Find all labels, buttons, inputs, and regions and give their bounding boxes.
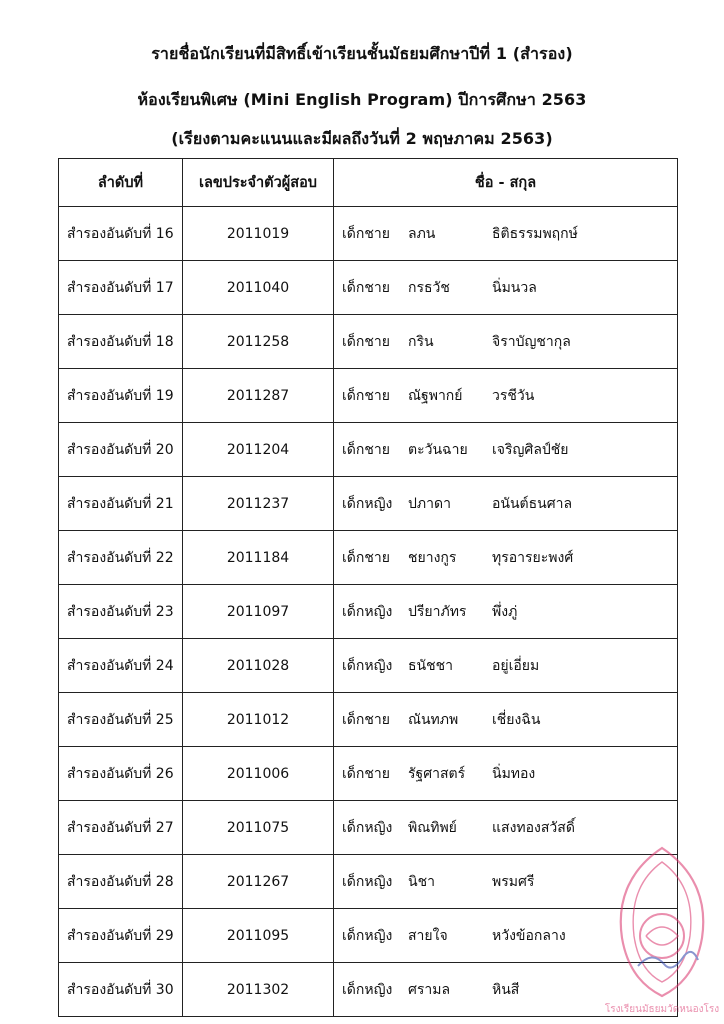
last-name: อนันต์ธนศาล — [492, 495, 573, 512]
table-header-row — [59, 159, 678, 207]
first-name: สายใจ — [408, 927, 448, 944]
document-title: รายชื่อนักเรียนที่มีสิทธิ์เข้าเรียนชั้นมัธยมศึกษาปีที่ 1 (สำรอง) — [151, 44, 573, 63]
last-name: อยู่เอี่ยม — [492, 657, 540, 674]
exam-id-cell: 2011267 — [183, 855, 334, 909]
first-name: นิชา — [408, 873, 435, 890]
exam-id-cell: 2011258 — [183, 315, 334, 369]
document-subtitle: ห้องเรียนพิเศษ (Mini English Program) ปีการศึกษา 2563 — [137, 90, 587, 109]
exam-id-cell: 2011012 — [183, 693, 334, 747]
first-name: ปรียาภัทร — [408, 603, 467, 620]
rank-cell: สำรองอันดับที่ 29 — [59, 909, 183, 963]
rank-cell: สำรองอันดับที่ 25 — [59, 693, 183, 747]
name-prefix: เด็กชาย — [342, 441, 390, 458]
exam-id-cell: 2011184 — [183, 531, 334, 585]
name-cell — [334, 693, 678, 747]
table-row — [59, 369, 678, 423]
rank-cell: สำรองอันดับที่ 26 — [59, 747, 183, 801]
first-name: รัฐศาสตร์ — [408, 765, 466, 782]
exam-id-cell: 2011095 — [183, 909, 334, 963]
last-name: เจริญศิลป์ชัย — [492, 441, 569, 458]
name-prefix: เด็กชาย — [342, 387, 390, 404]
first-name: ธนัชชา — [408, 657, 453, 674]
table-row — [59, 963, 678, 1017]
name-prefix: เด็กหญิง — [342, 657, 393, 674]
school-seal-icon — [602, 838, 722, 1018]
name-prefix: เด็กชาย — [342, 711, 390, 728]
exam-id-cell: 2011028 — [183, 639, 334, 693]
exam-id-cell: 2011097 — [183, 585, 334, 639]
rank-cell: สำรองอันดับที่ 21 — [59, 477, 183, 531]
rank-cell: สำรองอันดับที่ 28 — [59, 855, 183, 909]
last-name: แสงทองสวัสดิ์ — [492, 819, 575, 836]
rank-cell: สำรองอันดับที่ 20 — [59, 423, 183, 477]
name-prefix: เด็กหญิง — [342, 927, 393, 944]
table-row — [59, 801, 678, 855]
first-name: ณัฐพากย์ — [408, 387, 463, 404]
table-row — [59, 855, 678, 909]
first-name: ลภน — [408, 225, 436, 242]
first-name: พิณทิพย์ — [408, 819, 457, 836]
rank-cell: สำรองอันดับที่ 18 — [59, 315, 183, 369]
last-name: ทุรอารยะพงศ์ — [492, 549, 574, 566]
name-prefix: เด็กชาย — [342, 279, 390, 296]
seal-outline — [621, 848, 703, 996]
exam-id-cell: 2011040 — [183, 261, 334, 315]
name-cell — [334, 477, 678, 531]
exam-id-cell: 2011302 — [183, 963, 334, 1017]
name-cell — [334, 747, 678, 801]
name-cell — [334, 207, 678, 261]
last-name: พรมศรี — [492, 873, 535, 890]
last-name: เชี่ยงฉิน — [492, 711, 541, 728]
first-name: ศรามล — [408, 981, 451, 998]
name-prefix: เด็กหญิง — [342, 495, 393, 512]
table-row — [59, 531, 678, 585]
table-row — [59, 693, 678, 747]
name-prefix: เด็กหญิง — [342, 981, 393, 998]
name-prefix: เด็กชาย — [342, 333, 390, 350]
last-name: นิ่มนวล — [492, 279, 537, 296]
first-name: กริน — [408, 333, 434, 350]
rank-cell: สำรองอันดับที่ 23 — [59, 585, 183, 639]
name-prefix: เด็กหญิง — [342, 873, 393, 890]
name-prefix: เด็กชาย — [342, 225, 390, 242]
column-header-id: เลขประจำตัวผู้สอบ — [183, 159, 334, 207]
last-name: หวังข้อกลาง — [492, 927, 566, 944]
name-prefix: เด็กหญิง — [342, 603, 393, 620]
name-cell — [334, 315, 678, 369]
last-name: วรชีวัน — [492, 387, 535, 404]
rank-cell: สำรองอันดับที่ 30 — [59, 963, 183, 1017]
last-name: หินสี — [492, 981, 520, 998]
student-list-table — [58, 158, 678, 1017]
first-name: ชยางกูร — [408, 549, 457, 566]
exam-id-cell: 2011287 — [183, 369, 334, 423]
column-header-name: ชื่อ - สกุล — [334, 159, 678, 207]
name-cell — [334, 531, 678, 585]
name-prefix: เด็กชาย — [342, 549, 390, 566]
name-cell — [334, 369, 678, 423]
first-name: กรธวัช — [408, 279, 450, 296]
table-row — [59, 315, 678, 369]
table-row — [59, 639, 678, 693]
seal-caption: โรงเรียนมัธยมวัดหนองโรง — [604, 1004, 720, 1015]
table-row — [59, 585, 678, 639]
name-cell — [334, 585, 678, 639]
table-row — [59, 207, 678, 261]
rank-cell: สำรองอันดับที่ 16 — [59, 207, 183, 261]
column-header-rank: ลำดับที่ — [59, 159, 183, 207]
rank-cell: สำรองอันดับที่ 24 — [59, 639, 183, 693]
last-name: พึ่งภู่ — [492, 603, 518, 620]
exam-id-cell: 2011237 — [183, 477, 334, 531]
first-name: ณันทภพ — [408, 711, 459, 728]
rank-cell: สำรองอันดับที่ 22 — [59, 531, 183, 585]
last-name: นิ่มทอง — [492, 765, 536, 782]
exam-id-cell: 2011075 — [183, 801, 334, 855]
first-name: ปภาดา — [408, 495, 451, 512]
rank-cell: สำรองอันดับที่ 19 — [59, 369, 183, 423]
signature-mark — [638, 952, 698, 968]
exam-id-cell: 2011204 — [183, 423, 334, 477]
table-row — [59, 423, 678, 477]
first-name: ตะวันฉาย — [408, 441, 468, 458]
last-name: ธิติธรรมพฤกษ์ — [492, 225, 578, 242]
exam-id-cell: 2011006 — [183, 747, 334, 801]
last-name: จิราบัญชากุล — [492, 333, 571, 350]
table-row — [59, 261, 678, 315]
name-cell — [334, 261, 678, 315]
rank-cell: สำรองอันดับที่ 17 — [59, 261, 183, 315]
table-row — [59, 477, 678, 531]
name-prefix: เด็กชาย — [342, 765, 390, 782]
table-row — [59, 909, 678, 963]
table-row — [59, 747, 678, 801]
exam-id-cell: 2011019 — [183, 207, 334, 261]
rank-cell: สำรองอันดับที่ 27 — [59, 801, 183, 855]
document-note: (เรียงตามคะแนนและมีผลถึงวันที่ 2 พฤษภาคม 2563) — [171, 129, 553, 148]
name-cell — [334, 423, 678, 477]
name-cell — [334, 639, 678, 693]
name-prefix: เด็กหญิง — [342, 819, 393, 836]
